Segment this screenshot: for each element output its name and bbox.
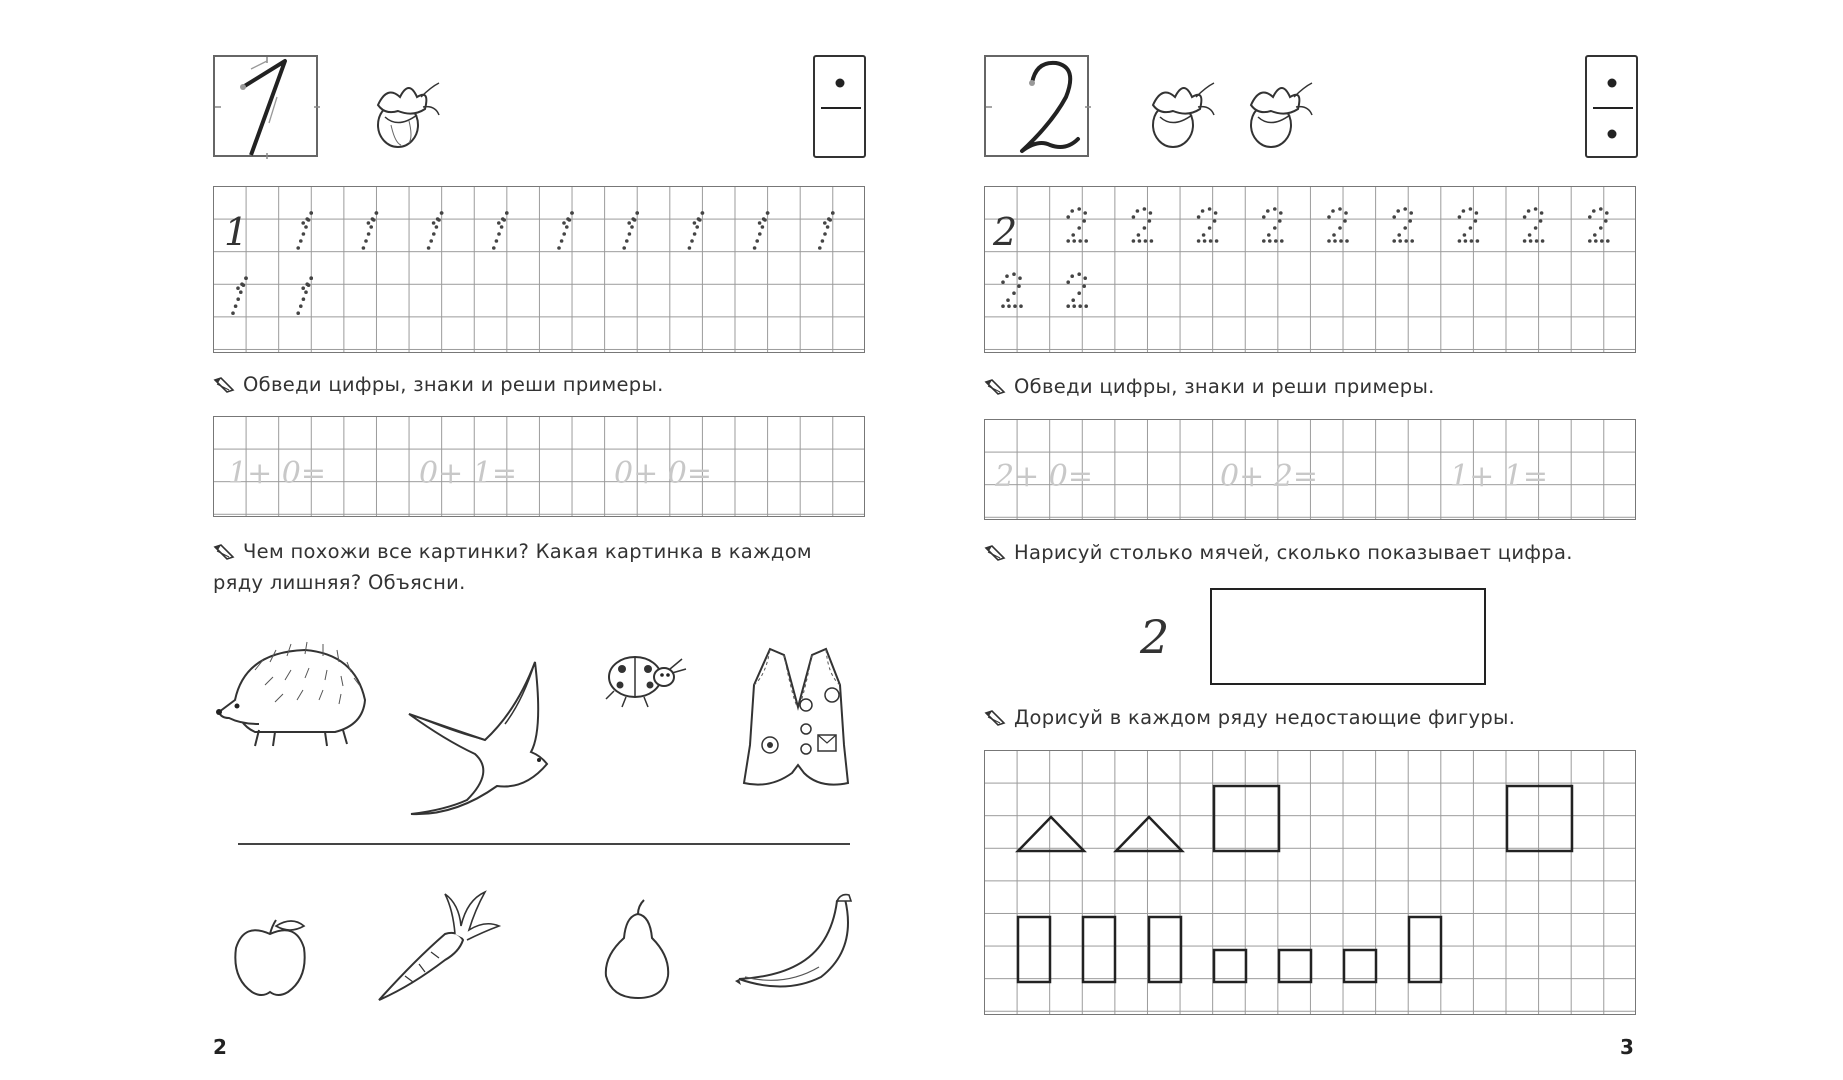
shape-patterns xyxy=(985,751,1637,1016)
instruction-pictures: Чем похожи все картинки? Какая картинка в каждом ряду лишняя? Объясни. xyxy=(213,540,812,594)
page-number-left: 2 xyxy=(213,1035,227,1059)
instruction-shapes: Дорисуй в каждом ряду недостающие фигуры. xyxy=(984,706,1515,732)
hazelnut-icon xyxy=(365,77,445,152)
traced-digit-1[interactable] xyxy=(753,211,770,250)
example-1: 2+ 0= xyxy=(995,459,1093,494)
faint-examples xyxy=(985,420,1637,521)
traced-digit-1[interactable] xyxy=(688,211,705,250)
hazelnut-icon xyxy=(1140,77,1220,152)
traced-digit-2[interactable] xyxy=(1588,207,1610,243)
example-3: 1+ 1= xyxy=(1450,459,1548,494)
tall-rect-shape xyxy=(1409,917,1441,982)
digit-1-stroke-icon xyxy=(215,57,320,159)
traced-digit-1[interactable] xyxy=(296,211,313,250)
copy-grid[interactable] xyxy=(984,186,1636,353)
digit-2-stroke-icon xyxy=(986,57,1091,159)
pencil-icon xyxy=(213,376,235,399)
svg-text:1: 1 xyxy=(224,210,249,254)
hazelnut-icon xyxy=(1238,77,1318,152)
example-2: 0+ 2= xyxy=(1220,459,1318,494)
balls-drawing-box[interactable] xyxy=(1210,588,1486,685)
traced-digit-2[interactable] xyxy=(1392,207,1414,243)
faint-examples xyxy=(214,417,866,518)
traced-digit-1[interactable] xyxy=(557,211,574,250)
banana-icon xyxy=(735,893,860,993)
digit-box-1 xyxy=(213,55,318,157)
hedgehog-icon xyxy=(215,640,370,755)
traced-digit-1[interactable] xyxy=(818,211,835,250)
traced-digit-1[interactable] xyxy=(231,276,248,315)
apple-icon xyxy=(230,918,310,998)
copy-grid[interactable] xyxy=(213,186,865,353)
examples-grid[interactable] xyxy=(213,416,865,517)
tall-rect-shape xyxy=(1018,917,1050,982)
tall-rect-shape xyxy=(1149,917,1181,982)
digit-box-2 xyxy=(984,55,1089,157)
pear-icon xyxy=(600,900,675,1000)
small-square-shape xyxy=(1279,950,1311,982)
ladybug-icon xyxy=(600,645,690,710)
vest-icon xyxy=(740,645,855,790)
square-shape xyxy=(1507,786,1572,851)
traced-digit-2[interactable] xyxy=(1523,207,1545,243)
traced-digit-2[interactable] xyxy=(1327,207,1349,243)
svg-text:2: 2 xyxy=(993,210,1018,254)
carrot-icon xyxy=(375,890,505,1005)
traced-digit-2[interactable] xyxy=(1132,207,1154,243)
example-3: 0+ 0= xyxy=(614,456,712,491)
small-square-shape xyxy=(1214,950,1246,982)
shapes-grid[interactable] xyxy=(984,750,1636,1015)
traced-digit-2[interactable] xyxy=(1458,207,1480,243)
triangle-shape xyxy=(1018,817,1084,851)
examples-grid[interactable] xyxy=(984,419,1636,520)
example-2: 0+ 1= xyxy=(419,456,517,491)
example-1: 1+ 0= xyxy=(228,456,326,491)
domino-icon xyxy=(813,55,866,158)
instruction-trace: Обведи цифры, знаки и реши примеры. xyxy=(213,373,664,399)
instruction-balls: Нарисуй столько мячей, сколько показывает цифра. xyxy=(984,541,1573,567)
traced-digit-2[interactable] xyxy=(1066,272,1088,308)
row-divider xyxy=(238,843,850,845)
triangle-shape xyxy=(1116,817,1182,851)
instruction-trace: Обведи цифры, знаки и реши примеры. xyxy=(984,375,1435,401)
small-square-shape xyxy=(1344,950,1376,982)
pencil-icon xyxy=(984,378,1006,401)
square-shape xyxy=(1214,786,1279,851)
domino-icon xyxy=(1585,55,1638,158)
pencil-icon xyxy=(984,544,1006,567)
pencil-icon xyxy=(213,541,235,569)
traced-digit-1[interactable] xyxy=(622,211,639,250)
traced-digit-2[interactable] xyxy=(1197,207,1219,243)
page-number-right: 3 xyxy=(1620,1035,1634,1059)
traced-digit-2[interactable] xyxy=(1262,207,1284,243)
digit-copy-row xyxy=(214,187,866,354)
traced-digit-2[interactable] xyxy=(1066,207,1088,243)
traced-digit-1[interactable] xyxy=(362,211,379,250)
pencil-icon xyxy=(984,709,1006,732)
traced-digit-1[interactable] xyxy=(296,276,313,315)
balls-digit: 2 xyxy=(1140,610,1170,664)
traced-digit-1[interactable] xyxy=(427,211,444,250)
tall-rect-shape xyxy=(1083,917,1115,982)
traced-digit-1[interactable] xyxy=(492,211,509,250)
traced-digit-2[interactable] xyxy=(1001,272,1023,308)
swallow-icon xyxy=(405,660,565,820)
digit-copy-row xyxy=(985,187,1637,354)
